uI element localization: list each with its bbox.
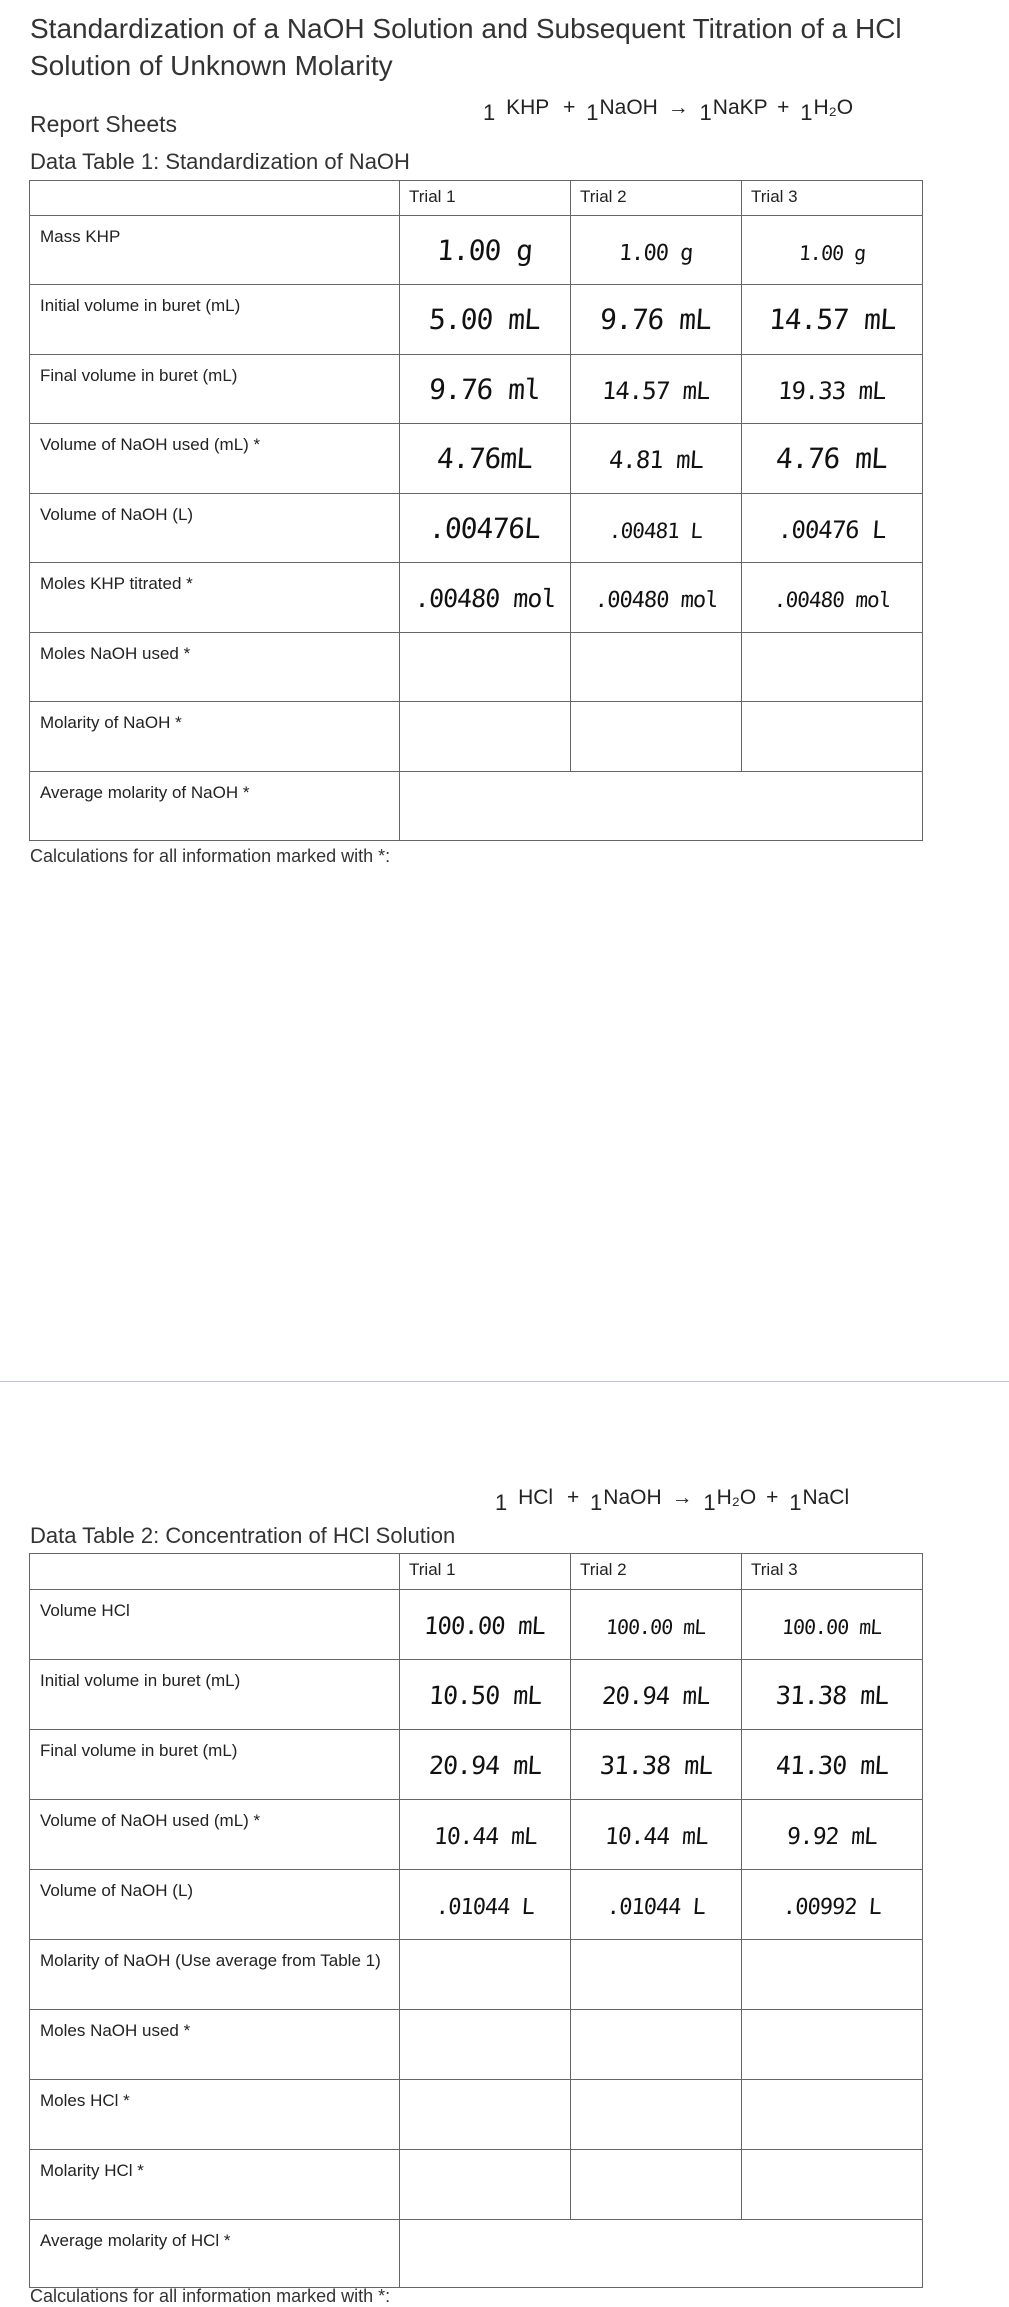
cell-value — [571, 1730, 742, 1800]
table-header-trial-1: Trial 1 — [400, 1554, 571, 1590]
cell-value — [400, 563, 571, 633]
handwritten-value: .00992 L — [782, 1895, 882, 1920]
cell-value — [571, 563, 742, 633]
handwritten-value: 14.57 mL — [767, 303, 897, 336]
row-label: Initial volume in buret (mL) — [30, 1660, 400, 1730]
handwritten-value: 41.30 mL — [774, 1751, 890, 1780]
cell-value[interactable] — [571, 2150, 742, 2220]
row-label: Molarity HCl * — [30, 2150, 400, 2220]
handwritten-value: 1.00 g — [798, 240, 866, 265]
handwritten-value: 10.44 mL — [432, 1824, 538, 1850]
handwritten-value: 31.38 mL — [598, 1751, 714, 1780]
handwritten-value: 4.76mL — [436, 442, 534, 475]
row-label: Mass KHP — [30, 216, 400, 285]
cell-value — [400, 355, 571, 424]
calculations-note: Calculations for all information marked with *: — [30, 846, 391, 866]
reaction-equation-1 — [482, 94, 854, 125]
table-row — [30, 285, 923, 355]
reactant-1: HCl — [518, 1486, 554, 1509]
table-header-trial-3: Trial 3 — [742, 181, 923, 216]
cell-value — [571, 1800, 742, 1870]
row-label: Volume of NaOH used (mL) * — [30, 424, 400, 494]
handwritten-value: .00476L — [428, 511, 542, 545]
row-label: Moles KHP titrated * — [30, 563, 400, 633]
handwritten-value: 14.57 mL — [601, 376, 711, 405]
cell-value — [742, 424, 923, 494]
row-label: Moles NaOH used * — [30, 633, 400, 702]
arrow-icon: → — [667, 96, 689, 119]
coefficient: 1 — [590, 1490, 603, 1515]
cell-value — [742, 1870, 923, 1940]
cell-value — [400, 1800, 571, 1870]
table2-caption: Data Table 2: Concentration of HCl Solution — [30, 1523, 456, 1548]
row-label: Average molarity of NaOH * — [30, 772, 400, 841]
table-row — [30, 2150, 923, 2220]
cell-value — [400, 1660, 571, 1730]
table-row — [30, 2010, 923, 2080]
plus-sign: + — [566, 1486, 580, 1509]
handwritten-value: 4.76 mL — [775, 442, 889, 475]
cell-value — [400, 285, 571, 355]
cell-value — [571, 424, 742, 494]
cell-value — [571, 1660, 742, 1730]
cell-value — [571, 216, 742, 285]
page-divider — [0, 1381, 1009, 1382]
table-row — [30, 1800, 923, 1870]
product-1: H₂O — [716, 1486, 757, 1509]
coefficient: 1 — [586, 100, 599, 125]
cell-value — [400, 216, 571, 285]
row-label: Moles NaOH used * — [30, 2010, 400, 2080]
row-label: Moles HCl * — [30, 2080, 400, 2150]
table-header-trial-1: Trial 1 — [400, 181, 571, 216]
cell-value — [571, 355, 742, 424]
row-label: Average molarity of HCl * — [30, 2220, 400, 2288]
handwritten-value: 5.00 mL — [428, 303, 542, 336]
handwritten-value: .00480 mol — [772, 588, 892, 612]
row-label: Volume of NaOH used (mL) * — [30, 1800, 400, 1870]
cell-value — [742, 1660, 923, 1730]
coefficient: 1 — [495, 1490, 508, 1515]
handwritten-value: 9.76 ml — [428, 372, 542, 406]
product-2: H₂O — [813, 96, 854, 119]
coefficient: 1 — [703, 1490, 716, 1515]
cell-value — [571, 1870, 742, 1940]
cell-value — [742, 1800, 923, 1870]
cell-value[interactable] — [571, 2080, 742, 2150]
calculations-note: Calculations for all information marked with *: — [30, 2286, 391, 2306]
table-row — [30, 563, 923, 633]
cell-value[interactable] — [400, 2150, 571, 2220]
table-row — [30, 772, 923, 841]
coefficient: 1 — [800, 100, 813, 125]
row-label: Volume of NaOH (L) — [30, 1870, 400, 1940]
handwritten-value: 19.33 mL — [777, 376, 887, 405]
cell-value[interactable] — [742, 702, 923, 772]
cell-value[interactable] — [571, 633, 742, 702]
coefficient: 1 — [699, 100, 712, 125]
row-label: Volume HCl — [30, 1590, 400, 1660]
data-table-2 — [29, 1553, 923, 2288]
page-subtitle: Report Sheets — [30, 111, 178, 137]
coefficient: 1 — [789, 1490, 802, 1515]
plus-sign: + — [563, 96, 576, 119]
table1-caption: Data Table 1: Standardization of NaOH — [30, 149, 410, 174]
handwritten-value: 20.94 mL — [427, 1751, 543, 1780]
data-table-1 — [29, 180, 923, 841]
cell-value[interactable] — [571, 1940, 742, 2010]
reaction-equation-2 — [494, 1484, 850, 1515]
cell-value[interactable] — [742, 1940, 923, 2010]
table-header-blank — [30, 181, 400, 216]
handwritten-value: 100.00 mL — [781, 1615, 883, 1639]
cell-value[interactable] — [400, 1940, 571, 2010]
table-row — [30, 494, 923, 563]
plus-sign: + — [777, 96, 790, 119]
cell-value[interactable] — [742, 2150, 923, 2220]
handwritten-value: 9.76 mL — [599, 303, 713, 336]
handwritten-value: 100.00 mL — [605, 1615, 707, 1639]
cell-value[interactable] — [400, 2080, 571, 2150]
table-row — [30, 1660, 923, 1730]
cell-value — [400, 424, 571, 494]
arrow-icon: → — [671, 1486, 693, 1509]
average-value[interactable] — [400, 772, 923, 841]
reactant-1: KHP — [506, 96, 550, 119]
handwritten-value: 10.50 mL — [427, 1681, 543, 1710]
average-value[interactable] — [400, 2220, 923, 2288]
table-header-trial-2: Trial 2 — [571, 181, 742, 216]
cell-value — [571, 285, 742, 355]
table-row — [30, 355, 923, 424]
coefficient: 1 — [483, 100, 496, 125]
cell-value — [742, 285, 923, 355]
row-label: Volume of NaOH (L) — [30, 494, 400, 563]
cell-value — [742, 1730, 923, 1800]
handwritten-value: 9.92 mL — [786, 1824, 878, 1850]
reactant-2: NaOH — [599, 96, 658, 119]
handwritten-value: 1.00 g — [436, 233, 534, 267]
row-label: Molarity of NaOH (Use average from Table 1) — [30, 1940, 400, 2010]
table-row — [30, 1590, 923, 1660]
table-row — [30, 216, 923, 285]
reactant-2: NaOH — [603, 1486, 662, 1509]
row-label: Final volume in buret (mL) — [30, 355, 400, 424]
cell-value[interactable] — [571, 702, 742, 772]
table-row — [30, 2220, 923, 2288]
table-header-trial-2: Trial 2 — [571, 1554, 742, 1590]
cell-value — [400, 1590, 571, 1660]
product-1: NaKP — [712, 96, 768, 119]
handwritten-value: .01044 L — [435, 1895, 535, 1920]
cell-value — [400, 494, 571, 563]
cell-value — [742, 1590, 923, 1660]
cell-value — [742, 355, 923, 424]
table-header-blank — [30, 1554, 400, 1590]
cell-value — [742, 494, 923, 563]
handwritten-value: .00476 L — [777, 515, 887, 544]
cell-value[interactable] — [400, 2010, 571, 2080]
cell-value[interactable] — [742, 2080, 923, 2150]
table-header-trial-3: Trial 3 — [742, 1554, 923, 1590]
handwritten-value: .00480 mol — [593, 588, 719, 613]
cell-value — [571, 1590, 742, 1660]
handwritten-value: 10.44 mL — [603, 1824, 709, 1850]
table-row — [30, 1940, 923, 2010]
handwritten-value: 20.94 mL — [601, 1682, 711, 1710]
cell-value — [742, 216, 923, 285]
cell-value[interactable] — [400, 633, 571, 702]
table-row — [30, 424, 923, 494]
plus-sign: + — [766, 1486, 779, 1509]
cell-value[interactable] — [742, 633, 923, 702]
cell-value — [400, 1730, 571, 1800]
table-row — [30, 2080, 923, 2150]
cell-value[interactable] — [400, 702, 571, 772]
handwritten-value: .01044 L — [606, 1895, 706, 1920]
cell-value[interactable] — [571, 2010, 742, 2080]
handwritten-value: 100.00 mL — [423, 1612, 547, 1640]
table-row — [30, 702, 923, 772]
handwritten-value: 4.81 mL — [607, 446, 705, 474]
product-2: NaCl — [802, 1486, 850, 1509]
handwritten-value: 31.38 mL — [774, 1681, 890, 1710]
row-label: Molarity of NaOH * — [30, 702, 400, 772]
handwritten-value: .00480 mol — [413, 584, 557, 613]
row-label: Final volume in buret (mL) — [30, 1730, 400, 1800]
row-label: Initial volume in buret (mL) — [30, 285, 400, 355]
cell-value — [571, 494, 742, 563]
page-title: Standardization of a NaOH Solution and Subsequent Titration of a HCl Solution of Unknown Molarity — [30, 13, 902, 81]
cell-value — [400, 1870, 571, 1940]
handwritten-value: 1.00 g — [618, 240, 694, 266]
cell-value[interactable] — [742, 2010, 923, 2080]
cell-value — [742, 563, 923, 633]
handwritten-value: .00481 L — [608, 518, 704, 543]
table-row — [30, 1870, 923, 1940]
table-row — [30, 633, 923, 702]
table-row — [30, 1730, 923, 1800]
